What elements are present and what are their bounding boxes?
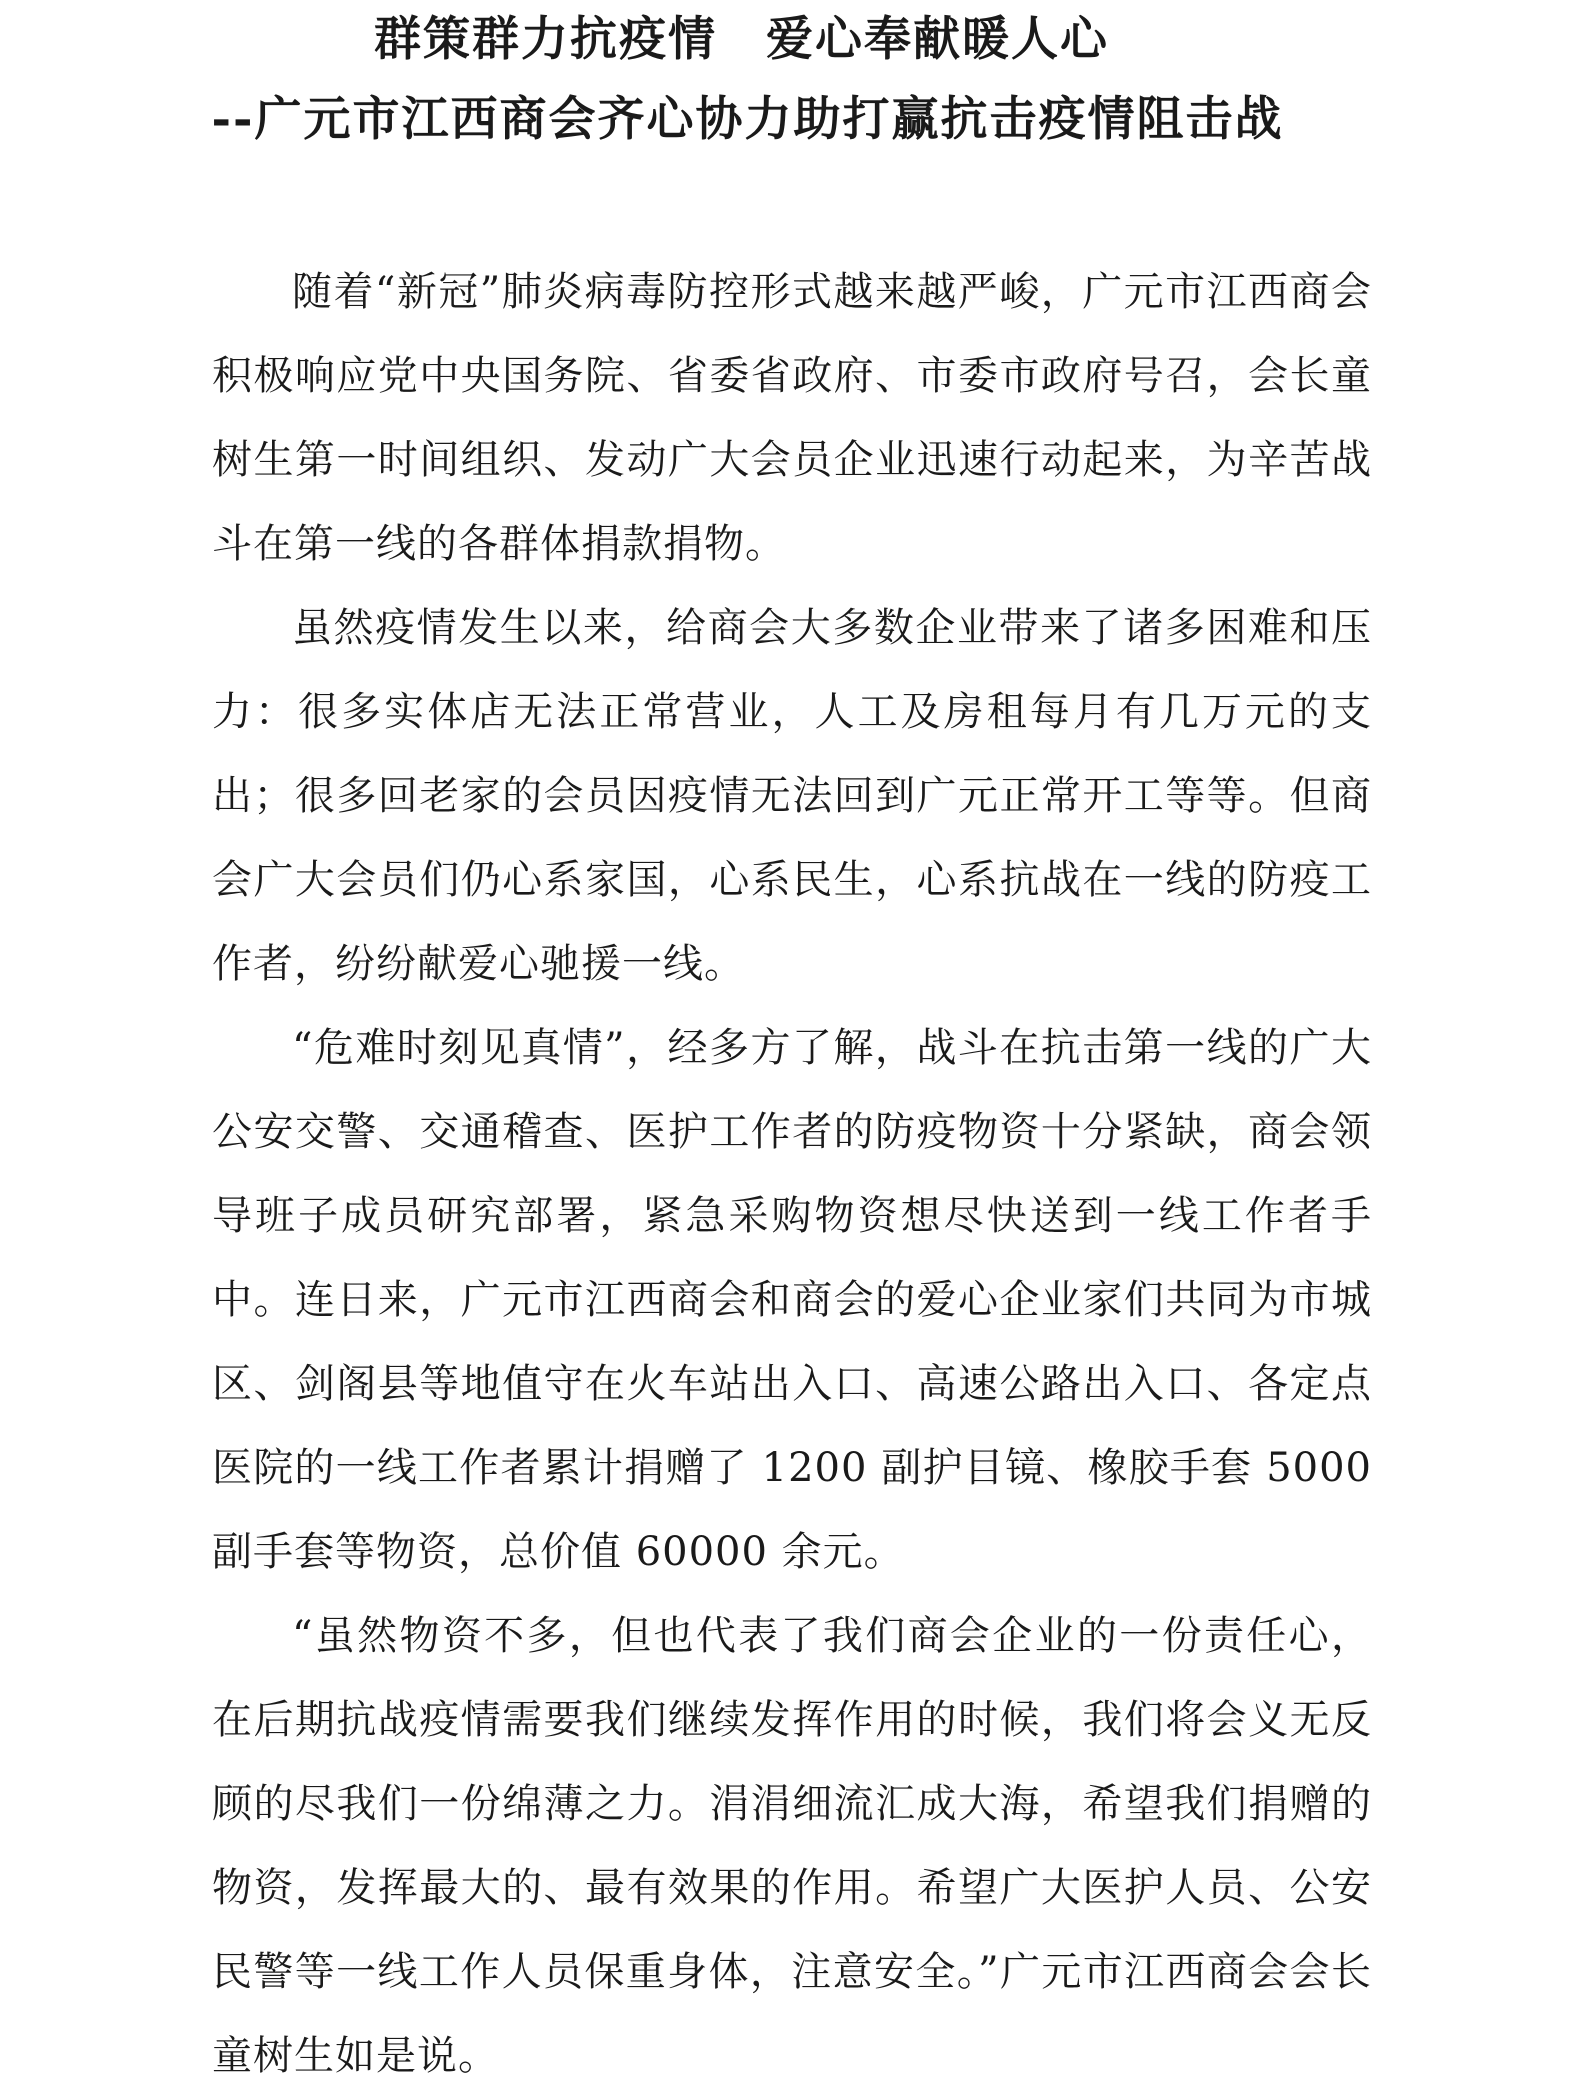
title-line-2: --广元市江西商会齐心协力助打赢抗击疫情阻击战 — [211, 92, 1284, 147]
article-body — [212, 250, 1372, 2098]
title-line-1: 群策群力抗疫情 爱心奉献暖人心 — [374, 12, 1109, 67]
paragraph-1: 随着“新冠”肺炎病毒防控形式越来越严峻，广元市江西商会积极响应党中央国务院、省委省政府、市委市政府号召，会长童树生第一时间组织、发动广大会员企业迅速行动起来，为辛苦战斗在第一线的各群体捐款捐物。 — [212, 269, 1372, 567]
paragraph-4: “虽然物资不多，但也代表了我们商会企业的一份责任心，在后期抗战疫情需要我们继续发挥作用的时候，我们将会义无反顾的尽我们一份绵薄之力。涓涓细流汇成大海，希望我们捐赠的物资，发挥最大的、最有效果的作用。希望广大医护人员、公安民警等一线工作人员保重身体，注意安全。”广元市江西商会会长童树生如是说。 — [212, 1613, 1372, 2079]
paragraph-2: 虽然疫情发生以来，给商会大多数企业带来了诸多困难和压力：很多实体店无法正常营业，人工及房租每月有几万元的支出；很多回老家的会员因疫情无法回到广元正常开工等等。但商会广大会员们仍心系家国，心系民生，心系抗战在一线的防疫工作者，纷纷献爱心驰援一线。 — [212, 605, 1372, 987]
paragraph-3: “危难时刻见真情”，经多方了解，战斗在抗击第一线的广大公安交警、交通稽查、医护工作者的防疫物资十分紧缺，商会领导班子成员研究部署，紧急采购物资想尽快送到一线工作者手中。连日来，广元市江西商会和商会的爱心企业家们共同为市城区、剑阁县等地值守在火车站出入口、高速公路出入口、各定点医院的一线工作者累计捐赠了 1200 副护目镜、橡胶手套 5000 副手套等物资，总价值 60000 余元。 — [212, 1025, 1372, 1575]
